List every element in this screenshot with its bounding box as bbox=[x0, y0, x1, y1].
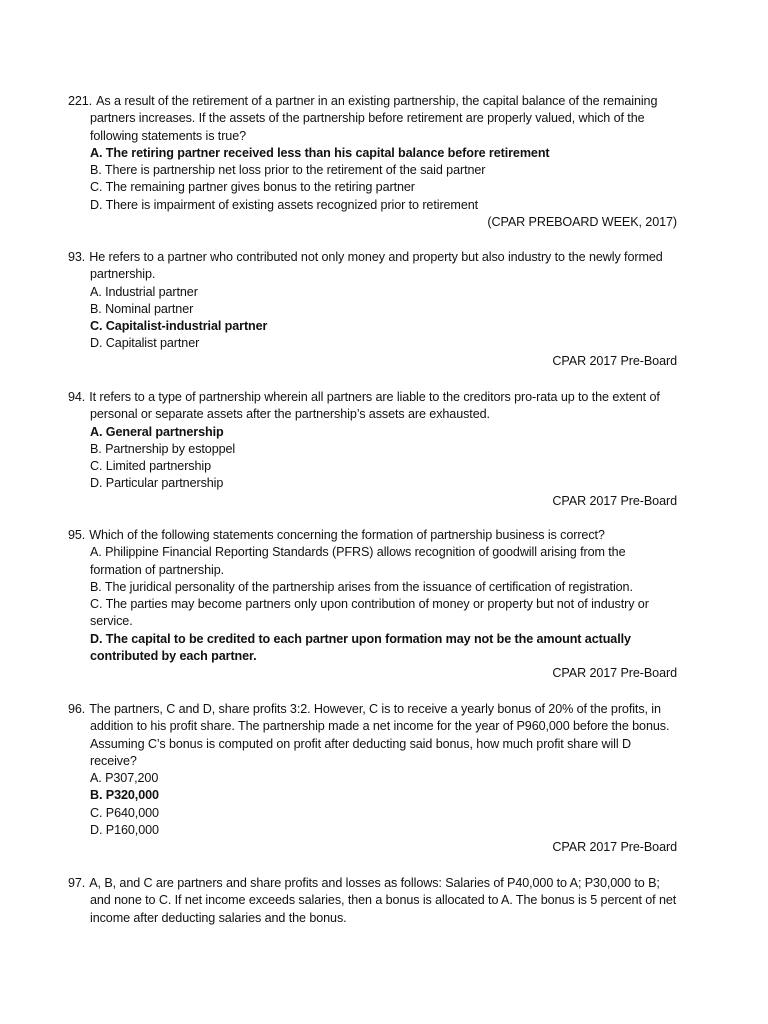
choice-a: A. Philippine Financial Reporting Standards (PFRS) allows recognition of goodwill arising from the formation of partnership. bbox=[90, 545, 626, 577]
choice-d: D. Particular partnership bbox=[90, 476, 224, 491]
choice-a: A. Industrial partner bbox=[90, 284, 198, 299]
choice-b: B. Partnership by estoppel bbox=[90, 441, 236, 456]
question-number: 94. bbox=[68, 390, 86, 404]
question-stem bbox=[68, 527, 680, 544]
question-stem bbox=[68, 93, 680, 145]
choice-list bbox=[68, 770, 680, 839]
choice-b: B. There is partnership net loss prior to the retirement of the said partner bbox=[90, 163, 486, 178]
question-stem bbox=[68, 701, 680, 770]
choice-list bbox=[68, 284, 680, 353]
choice-c: C. Limited partnership bbox=[90, 459, 211, 474]
question-source: CPAR 2017 Pre-Board bbox=[552, 840, 677, 855]
choice-b-correct: B. P320,000 bbox=[90, 788, 159, 803]
choice-d: D. Capitalist partner bbox=[90, 336, 200, 351]
question-number: 97. bbox=[68, 876, 86, 890]
question-source: CPAR 2017 Pre-Board bbox=[552, 666, 677, 681]
choice-c: C. The parties may become partners only upon contribution of money or property but not of industry or service. bbox=[90, 597, 649, 629]
choice-a-correct: A. General partnership bbox=[90, 424, 224, 439]
question-text: The partners, C and D, share profits 3:2. However, C is to receive a yearly bonus of 20% of the profits, in addition to his profit share. The partnership made a net income for the year of P960,000 before the bonus. Assuming C’s bonus is computed on profit after deducting said bonus, how much profit share will D receive? bbox=[89, 702, 670, 768]
question-text: As a result of the retirement of a partner in an existing partnership, the capital balance of the remaining partners increases. If the assets of the partnership before retirement are properly valued, which of the following statements is true? bbox=[90, 94, 658, 143]
question-221 bbox=[68, 93, 680, 231]
question-number: 95. bbox=[68, 528, 86, 542]
choice-b: B. Nominal partner bbox=[90, 301, 194, 316]
question-94 bbox=[68, 389, 680, 510]
question-stem bbox=[68, 875, 680, 927]
question-number: 93. bbox=[68, 250, 86, 264]
choice-b: B. The juridical personality of the partnership arises from the issuance of certification of registration. bbox=[90, 579, 633, 594]
question-text: It refers to a type of partnership wherein all partners are liable to the creditors pro-rata up to the extent of personal or separate assets after the partnership’s assets are exhausted. bbox=[89, 390, 660, 422]
question-93 bbox=[68, 249, 680, 370]
choice-a-correct: A. The retiring partner received less than his capital balance before retirement bbox=[90, 145, 550, 160]
question-95 bbox=[68, 527, 680, 683]
question-source: CPAR 2017 Pre-Board bbox=[552, 353, 677, 368]
question-stem bbox=[68, 249, 680, 284]
choice-d: D. P160,000 bbox=[90, 823, 159, 838]
question-source: (CPAR PREBOARD WEEK, 2017) bbox=[487, 215, 677, 230]
question-text: He refers to a partner who contributed not only money and property but also industry to the newly formed partnership. bbox=[89, 250, 663, 282]
choice-d: D. There is impairment of existing assets recognized prior to retirement bbox=[90, 197, 479, 212]
choice-d-correct: D. The capital to be credited to each partner upon formation may not be the amount actually contributed by each partner. bbox=[90, 631, 631, 664]
choice-a: A. P307,200 bbox=[90, 771, 159, 786]
choice-c: C. P640,000 bbox=[90, 805, 159, 820]
question-text: Which of the following statements concerning the formation of partnership business is correct? bbox=[89, 528, 605, 542]
question-97 bbox=[68, 875, 680, 927]
question-stem bbox=[68, 389, 680, 424]
question-source: CPAR 2017 Pre-Board bbox=[552, 493, 677, 508]
question-96 bbox=[68, 701, 680, 857]
question-text: A, B, and C are partners and share profits and losses as follows: Salaries of P40,000 to A; P30,000 to B; and none to C. If net income exceeds salaries, then a bonus is allocated to A. The bonus is 5 percent of net income after deducting salaries and the bonus. bbox=[89, 876, 677, 925]
choice-c-correct: C. Capitalist-industrial partner bbox=[90, 319, 268, 334]
question-number: 96. bbox=[68, 702, 86, 716]
choice-list bbox=[68, 145, 680, 214]
choice-list bbox=[68, 424, 680, 493]
choice-list bbox=[68, 544, 680, 665]
question-number: 221. bbox=[68, 94, 93, 108]
choice-c: C. The remaining partner gives bonus to the retiring partner bbox=[90, 180, 415, 195]
